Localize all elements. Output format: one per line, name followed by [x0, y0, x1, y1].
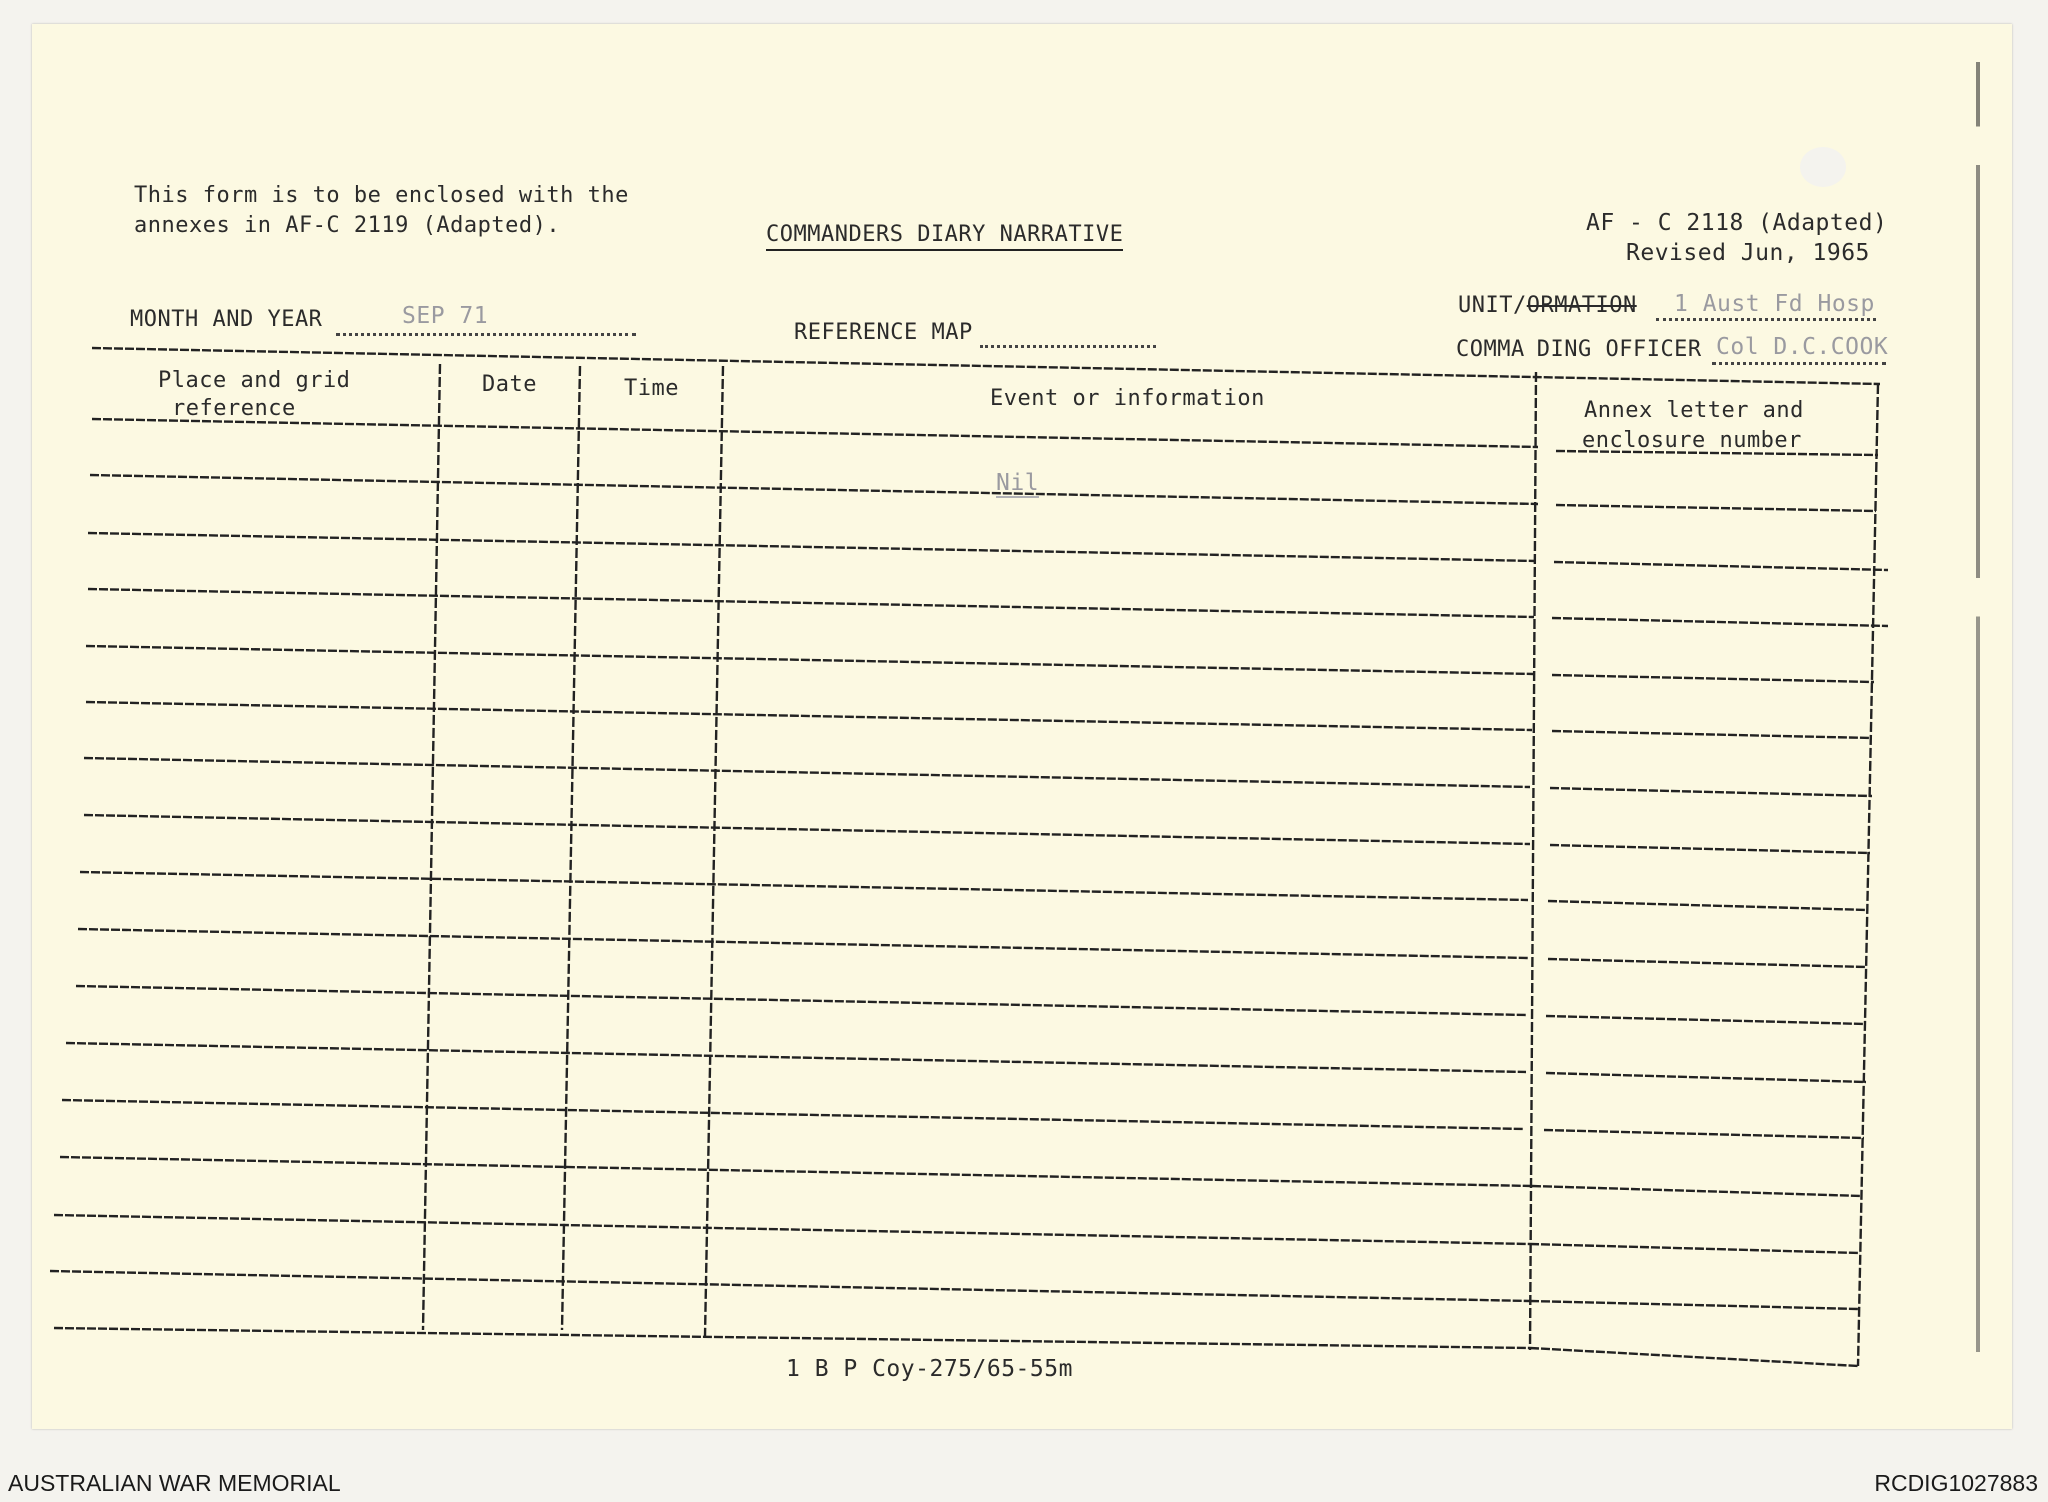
row-rule	[1546, 1016, 1866, 1024]
form-revised: Revised Jun, 1965	[1626, 240, 1870, 266]
col-header-annex-2: enclosure number	[1582, 428, 1802, 453]
printer-code: 1 B P Coy-275/65-55m	[786, 1356, 1073, 1382]
row-rule	[1530, 1301, 1858, 1309]
co-label-part-2: DING OFFICER	[1536, 337, 1702, 362]
archive-id: RCDIG1027883	[1874, 1470, 2038, 1496]
co-label-part-1: COMMA	[1456, 337, 1525, 362]
row-rule	[90, 475, 1538, 504]
row-rule	[1530, 1244, 1860, 1253]
instruction-line-1: This form is to be enclosed with the	[134, 183, 629, 208]
row-rule	[1554, 562, 1888, 570]
table-bottom-rule	[54, 1328, 1530, 1348]
column-rule	[705, 366, 723, 1336]
unit-dots	[1656, 318, 1876, 321]
row-rule	[88, 589, 1534, 617]
instruction-line-2: annexes in AF-C 2119 (Adapted).	[134, 213, 561, 238]
row-rule	[1546, 1073, 1866, 1082]
col-header-annex: Annex letter and	[1584, 398, 1804, 423]
unit-label-struck: ORMATION	[1526, 293, 1637, 318]
row-rule	[62, 1100, 1524, 1129]
row-rule	[1548, 959, 1866, 967]
col-header-date: Date	[482, 372, 537, 397]
row-rule	[60, 1157, 1532, 1186]
row-rule	[88, 533, 1536, 561]
col-header-time: Time	[624, 376, 679, 401]
column-rule	[562, 366, 580, 1330]
row-rule	[54, 1215, 1530, 1244]
row-rule	[84, 815, 1530, 844]
column-rule	[423, 364, 440, 1330]
row-rule	[50, 1271, 1530, 1301]
month-year-value: SEP 71	[402, 303, 489, 329]
column-rule	[1858, 384, 1878, 1366]
col-header-place: Place and grid	[158, 368, 351, 393]
col-header-place-2: reference	[172, 396, 296, 421]
row-rule	[80, 872, 1528, 900]
row-rule	[1556, 505, 1876, 511]
row-rule	[1552, 731, 1872, 738]
archive-label: AUSTRALIAN WAR MEMORIAL	[8, 1470, 341, 1496]
co-value: Col D.C.COOK	[1716, 334, 1889, 360]
unit-label	[1458, 293, 1637, 318]
col-header-event: Event or information	[990, 386, 1265, 411]
form-title	[766, 222, 1123, 247]
row-rule	[1552, 675, 1874, 682]
column-rule	[1530, 372, 1536, 1350]
row-rule	[1550, 845, 1870, 853]
table-bottom-rule	[1530, 1348, 1858, 1366]
row-rule	[84, 758, 1530, 787]
unit-label-text: UNIT/	[1458, 293, 1527, 318]
reference-map-dots	[980, 345, 1156, 348]
row-rule	[1552, 618, 1888, 626]
form-title-text: COMMANDERS DIARY NARRATIVE	[766, 222, 1123, 251]
row-rule	[1544, 1130, 1864, 1138]
unit-value: 1 Aust Fd Hosp	[1674, 291, 1875, 317]
co-dots	[1712, 362, 1886, 365]
entry-event: Nil	[996, 470, 1040, 496]
table-rules	[50, 348, 1888, 1366]
row-rule	[66, 1043, 1526, 1072]
row-rule	[78, 929, 1528, 958]
form-number: AF - C 2118 (Adapted)	[1586, 210, 1888, 236]
header-bottom-rule	[92, 419, 1538, 447]
month-year-dots	[336, 333, 636, 336]
row-rule	[86, 702, 1532, 730]
row-rule	[1550, 788, 1872, 796]
column-rules	[423, 364, 1878, 1366]
month-year-label: MONTH AND YEAR	[130, 307, 323, 332]
row-rule	[86, 646, 1534, 674]
row-rule	[1548, 901, 1868, 910]
row-rule	[76, 986, 1526, 1015]
row-rule	[1532, 1186, 1862, 1196]
reference-map-label: REFERENCE MAP	[794, 320, 973, 345]
commanding-officer-label	[1456, 337, 1702, 362]
